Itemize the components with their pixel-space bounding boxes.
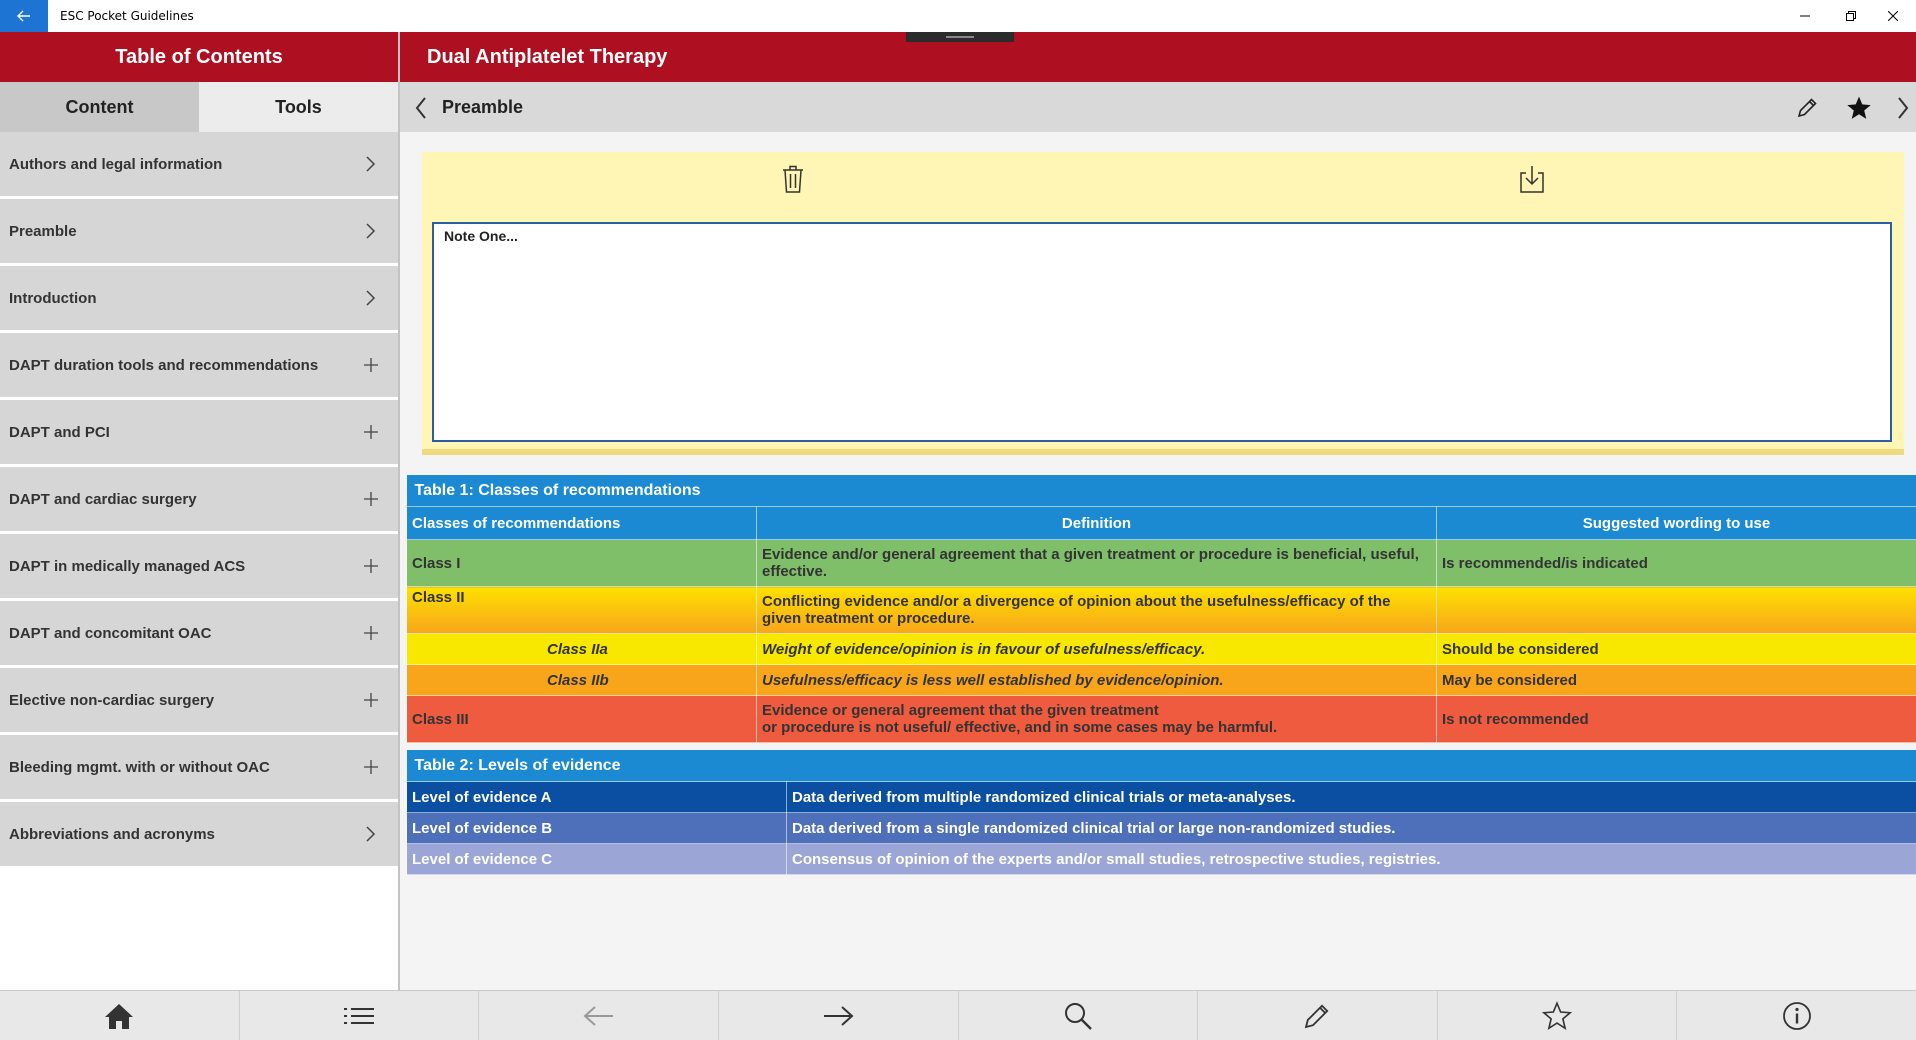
window-title: ESC Pocket Guidelines	[60, 9, 194, 23]
class-cell: Class I	[407, 540, 757, 587]
section-bar	[400, 82, 1916, 132]
class-cell: Class IIb	[407, 665, 757, 696]
note-box	[422, 152, 1904, 455]
wording-cell: Is recommended/is indicated	[1437, 540, 1916, 587]
tab-content[interactable]: Content	[0, 82, 199, 132]
toc-header: Table of Contents	[0, 32, 398, 82]
wording-cell: Should be considered	[1437, 634, 1916, 665]
definition-cell: Conflicting evidence and/or a divergence of opinion about the usefulness/efficacy of the given treatment or procedure.	[757, 587, 1437, 634]
plus-icon	[362, 557, 380, 575]
toc-item-label: Bleeding mgmt. with or without OAC	[9, 758, 270, 776]
description-cell: Data derived from multiple randomized clinical trials or meta-analyses.	[787, 782, 1916, 813]
bottom-toolbar	[0, 990, 1916, 1040]
toc-tabs	[0, 82, 398, 132]
level-cell: Level of evidence B	[407, 813, 787, 844]
definition-line: Evidence or general agreement that the given treatment	[762, 702, 1159, 719]
description-cell: Data derived from a single randomized clinical trial or large non-randomized studies.	[787, 813, 1916, 844]
toc-item-label: DAPT duration tools and recommendations	[9, 356, 319, 374]
plus-icon	[362, 490, 380, 508]
table-row	[407, 665, 1916, 696]
definition-cell: Evidence and/or general agreement that a given treatment or procedure is beneficial, useful, effective.	[757, 540, 1437, 587]
toc-item-dapt-pci[interactable]	[0, 400, 398, 464]
content-panel	[400, 32, 1916, 990]
toc-item-dapt-duration[interactable]	[0, 333, 398, 397]
search-button[interactable]	[959, 991, 1199, 1040]
description-cell: Consensus of opinion of the experts and/or small studies, retrospective studies, registries.	[787, 844, 1916, 875]
definition-cell: Usefulness/efficacy is less well established by evidence/opinion.	[757, 665, 1437, 696]
home-button[interactable]	[0, 991, 240, 1040]
info-button[interactable]	[1677, 991, 1916, 1040]
toc-item-label: DAPT in medically managed ACS	[9, 557, 246, 575]
toc-item-label: DAPT and cardiac surgery	[9, 490, 197, 508]
pencil-icon	[1303, 1002, 1331, 1030]
toc-item-authors[interactable]	[0, 132, 398, 196]
toc-item-label: Elective non-cardiac surgery	[9, 691, 215, 709]
restore-icon	[1846, 11, 1856, 21]
level-cell: Level of evidence A	[407, 782, 787, 813]
title-bar	[0, 0, 1916, 32]
column-header: Classes of recommendations	[407, 507, 757, 540]
pencil-icon[interactable]	[1794, 95, 1820, 121]
toc-item-elective-surgery[interactable]	[0, 668, 398, 732]
notes-button[interactable]	[1198, 991, 1438, 1040]
restore-button[interactable]	[1828, 0, 1874, 32]
minimize-button[interactable]	[1782, 0, 1828, 32]
definition-cell: Weight of evidence/opinion is in favour of usefulness/efficacy.	[757, 634, 1437, 665]
table-of-contents-panel	[0, 32, 400, 990]
info-icon	[1782, 1001, 1812, 1031]
level-cell: Level of evidence C	[407, 844, 787, 875]
chevron-right-icon	[362, 289, 380, 307]
column-header: Suggested wording to use	[1437, 507, 1916, 540]
favorites-button[interactable]	[1438, 991, 1678, 1040]
window-back-button[interactable]	[0, 0, 48, 32]
page-header	[400, 32, 1916, 82]
classes-of-recommendations-table	[406, 475, 1916, 743]
chevron-right-icon[interactable]	[1890, 95, 1916, 121]
column-header: Definition	[757, 507, 1437, 540]
table-row	[407, 696, 1916, 743]
tab-tools[interactable]: Tools	[199, 82, 398, 132]
table-row	[407, 813, 1916, 844]
class-cell: Class IIa	[407, 634, 757, 665]
toc-item-dapt-oac[interactable]	[0, 601, 398, 665]
plus-icon	[362, 691, 380, 709]
toc-item-label: Preamble	[9, 222, 77, 240]
table-row	[407, 844, 1916, 875]
wording-cell: May be considered	[1437, 665, 1916, 696]
toc-item-abbreviations[interactable]	[0, 802, 398, 866]
wording-cell	[1437, 587, 1916, 634]
back-arrow-icon	[17, 10, 31, 22]
toc-item-label: DAPT and PCI	[9, 423, 110, 441]
star-outline-icon	[1542, 1001, 1572, 1031]
toc-item-label: DAPT and concomitant OAC	[9, 624, 212, 642]
class-cell: Class III	[407, 696, 757, 743]
star-icon[interactable]	[1846, 95, 1872, 121]
search-icon	[1063, 1001, 1093, 1031]
table-row	[407, 634, 1916, 665]
toc-item-dapt-acs[interactable]	[0, 534, 398, 598]
chevron-right-icon	[362, 222, 380, 240]
toc-item-bleeding-mgmt[interactable]	[0, 735, 398, 799]
class-cell: Class II	[407, 587, 757, 634]
toc-item-label: Introduction	[9, 289, 97, 307]
trash-icon[interactable]	[778, 162, 808, 196]
levels-of-evidence-table	[406, 750, 1916, 875]
note-text-field[interactable]	[432, 222, 1892, 442]
chevron-right-icon	[362, 825, 380, 843]
close-button[interactable]	[1870, 0, 1916, 32]
plus-icon	[362, 758, 380, 776]
minimize-icon	[1800, 11, 1810, 21]
drag-handle[interactable]	[906, 32, 1014, 42]
plus-icon	[362, 624, 380, 642]
chevron-left-icon[interactable]	[408, 95, 434, 121]
home-icon	[104, 1002, 134, 1030]
toc-item-preamble[interactable]	[0, 199, 398, 263]
close-icon	[1888, 11, 1898, 21]
table-row	[407, 540, 1916, 587]
plus-icon	[362, 423, 380, 441]
toc-item-dapt-cardiac-surgery[interactable]	[0, 467, 398, 531]
back-arrow-icon	[583, 1005, 615, 1027]
plus-icon	[362, 356, 380, 374]
table-row	[407, 782, 1916, 813]
list-icon	[343, 1006, 375, 1026]
table-caption: Table 2: Levels of evidence	[407, 750, 1916, 782]
forward-button[interactable]	[719, 991, 959, 1040]
download-icon[interactable]	[1517, 162, 1547, 196]
back-button[interactable]	[479, 991, 719, 1040]
toc-item-label: Authors and legal information	[9, 155, 223, 173]
table-row	[407, 587, 1916, 634]
page-title: Dual Antiplatelet Therapy	[427, 45, 668, 68]
contents-button[interactable]	[240, 991, 480, 1040]
table-caption: Table 1: Classes of recommendations	[407, 475, 1916, 507]
section-title: Preamble	[442, 96, 524, 117]
wording-cell: Is not recommended	[1437, 696, 1916, 743]
definition-line: or procedure is not useful/ effective, and in some cases may be harmful.	[762, 719, 1278, 736]
forward-arrow-icon	[822, 1005, 854, 1027]
content-area	[400, 132, 1916, 990]
definition-cell	[757, 696, 1437, 743]
chevron-right-icon	[362, 155, 380, 173]
toc-item-label: Abbreviations and acronyms	[9, 825, 215, 843]
toc-item-introduction[interactable]	[0, 266, 398, 330]
